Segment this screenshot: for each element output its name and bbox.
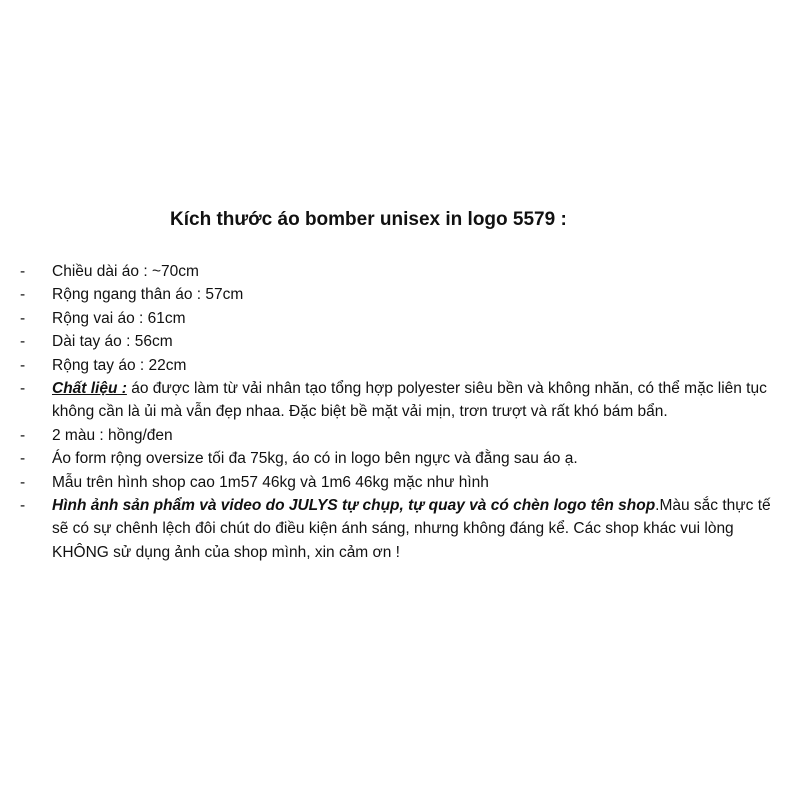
bullet-dash: - — [20, 309, 26, 327]
bullet-dash: - — [20, 473, 26, 491]
material-label: Chất liệu : — [52, 380, 127, 398]
spec-item-sleeve-length — [20, 330, 790, 353]
material-text: áo được làm từ vải nhân tạo tổng hợp polyester siêu bền và không nhăn, có thể mặc liên tục không cần là ủi mà vẫn đẹp nhaa. Đặc biệt bề mặt vải mịn, trơn trượt và rất khó bám bẩn. — [52, 380, 767, 421]
spec-text: Chiều dài áo : ~70cm — [52, 263, 199, 280]
spec-item-sleeve-width — [20, 354, 790, 377]
spec-text: Rộng vai áo : 61cm — [52, 309, 186, 327]
spec-text: Rộng tay áo : 22cm — [52, 356, 187, 374]
spec-item-model-info — [20, 471, 790, 494]
bullet-dash: - — [20, 263, 26, 280]
spec-item-material — [20, 377, 790, 424]
spec-item-fit — [20, 447, 790, 470]
spec-item-copyright-notice — [20, 494, 790, 564]
copyright-text: .Màu sắc thực tế sẽ có sự chênh lệch đôi chút do điều kiện ánh sáng, nhưng không đáng kể. Các shop khác vui lòng KHÔNG sử dụng ảnh của shop mình, xin cảm ơn ! — [52, 497, 771, 561]
spec-text: 2 màu : hồng/đen — [52, 426, 173, 444]
size-title: Kích thước áo bomber unisex in logo 5579 : — [170, 209, 567, 230]
spec-text: Áo form rộng oversize tối đa 75kg, áo có in logo bên ngực và đằng sau áo ạ. — [52, 450, 578, 468]
spec-item-shoulder-width — [20, 307, 790, 330]
bullet-dash: - — [20, 380, 26, 398]
spec-list — [20, 260, 790, 564]
bullet-dash: - — [20, 497, 26, 515]
copyright-emphasis: Hình ảnh sản phẩm và video do JULYS tự chụp, tự quay và có chèn logo tên shop — [52, 497, 656, 515]
spec-item-length — [20, 260, 790, 283]
bullet-dash: - — [20, 450, 26, 468]
spec-item-body-width — [20, 283, 790, 306]
spec-text: Mẫu trên hình shop cao 1m57 46kg và 1m6 46kg mặc như hình — [52, 473, 489, 491]
bullet-dash: - — [20, 286, 26, 304]
spec-text: Rộng ngang thân áo : 57cm — [52, 286, 244, 304]
bullet-dash: - — [20, 333, 26, 351]
bullet-dash: - — [20, 426, 26, 444]
bullet-dash: - — [20, 356, 26, 374]
spec-item-colors — [20, 424, 790, 447]
spec-text: Dài tay áo : 56cm — [52, 333, 173, 351]
